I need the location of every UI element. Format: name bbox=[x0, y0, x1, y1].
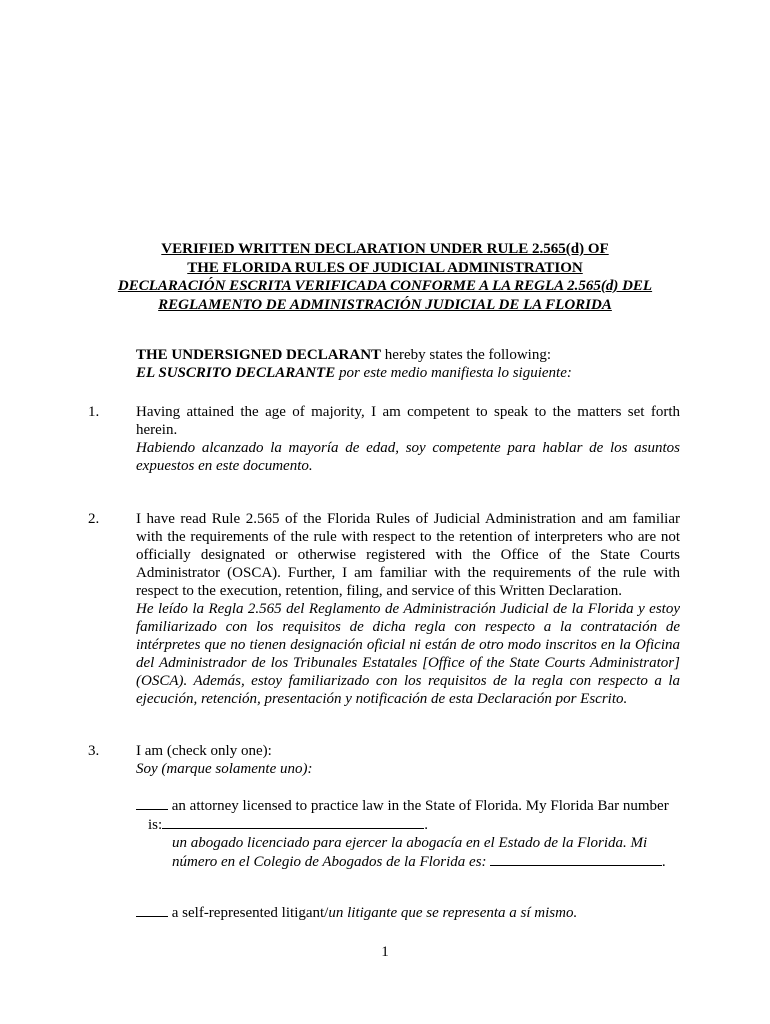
attorney-english-text: an attorney licensed to practice law in the State of Florida. My Florida Bar number bbox=[168, 798, 669, 814]
option-self-represented bbox=[136, 903, 696, 922]
item-english-text: I am (check only one): bbox=[136, 743, 272, 759]
option-attorney bbox=[136, 796, 696, 871]
attorney-period: . bbox=[424, 817, 428, 833]
attorney-check-blank[interactable] bbox=[136, 796, 168, 810]
intro-english-bold: THE UNDERSIGNED DECLARANT bbox=[136, 347, 382, 363]
title-line-1: VERIFIED WRITTEN DECLARATION UNDER RULE 2.565(d) OF bbox=[161, 241, 609, 257]
intro-spanish-rest: por este medio manifiesta lo siguiente: bbox=[335, 365, 572, 381]
item-spanish-text: He leído la Regla 2.565 del Reglamento de Administración Judicial de la Florida y estoy familiarizado con los requisitos de dicha regla con respecto a la contratación de intérpretes que no tienen designación oficial ni están de otro modo inscritos en la Oficina del Administrador de los Tribunales Estatales [Office of the State Courts Administrator] (OSCA). Además, estoy familiarizado con los requisitos de la regla con respecto a la ejecución, retención, presentación y notificación de esta Declaración por Escrito. bbox=[136, 601, 680, 707]
self-represented-spanish: un litigante que se representa a sí mismo. bbox=[328, 905, 578, 921]
intro-statement bbox=[136, 346, 696, 382]
intro-english bbox=[136, 346, 696, 364]
intro-spanish bbox=[136, 364, 696, 382]
self-represented-english: a self-represented litigant/ bbox=[168, 905, 329, 921]
attorney-spanish-line-2: número en el Colegio de Abogados de la Florida es: bbox=[172, 854, 491, 870]
title-line-3: DECLARACIÓN ESCRITA VERIFICADA CONFORME A LA REGLA 2.565(d) DEL bbox=[117, 278, 653, 294]
attorney-spanish-period: . bbox=[662, 854, 667, 870]
item-number: 3. bbox=[88, 743, 100, 759]
item-2 bbox=[88, 510, 680, 708]
intro-english-rest: hereby states the following: bbox=[381, 347, 552, 363]
document-title bbox=[100, 240, 670, 314]
item-spanish-text: Soy (marque solamente uno): bbox=[136, 761, 313, 777]
item-english-text: Having attained the age of majority, I am competent to speak to the matters set forth herein. bbox=[136, 404, 680, 438]
item-3 bbox=[88, 742, 680, 778]
item-english-text: I have read Rule 2.565 of the Florida Rules of Judicial Administration and am familiar with the requirements of the rule with respect to the retention of interpreters who are not officially designated or otherwise registered with the Office of the State Courts Administrator (OSCA). Further, I am familiar with the requirements of the rule with respect to the execution, retention, filing, and service of this Written Declaration. bbox=[136, 511, 680, 599]
item-spanish-text: Habiendo alcanzado la mayoría de edad, soy competente para hablar de los asuntos expuestos en este documento. bbox=[136, 440, 680, 474]
bar-number-field[interactable] bbox=[162, 815, 424, 829]
item-number: 2. bbox=[88, 511, 100, 527]
title-line-4: REGLAMENTO DE ADMINISTRACIÓN JUDICIAL DE LA FLORIDA bbox=[158, 296, 612, 313]
self-represented-check-blank[interactable] bbox=[136, 903, 168, 917]
attorney-is-label: is: bbox=[148, 817, 163, 833]
bar-number-field-es[interactable] bbox=[490, 852, 662, 866]
intro-spanish-bold: EL SUSCRITO DECLARANTE bbox=[136, 365, 336, 381]
item-1 bbox=[88, 403, 680, 475]
item-number: 1. bbox=[88, 404, 100, 420]
page-number: 1 bbox=[381, 944, 389, 960]
attorney-spanish-line-1: un abogado licenciado para ejercer la abogacía en el Estado de la Florida. Mi bbox=[172, 835, 648, 851]
title-line-2: THE FLORIDA RULES OF JUDICIAL ADMINISTRATION bbox=[187, 259, 583, 276]
